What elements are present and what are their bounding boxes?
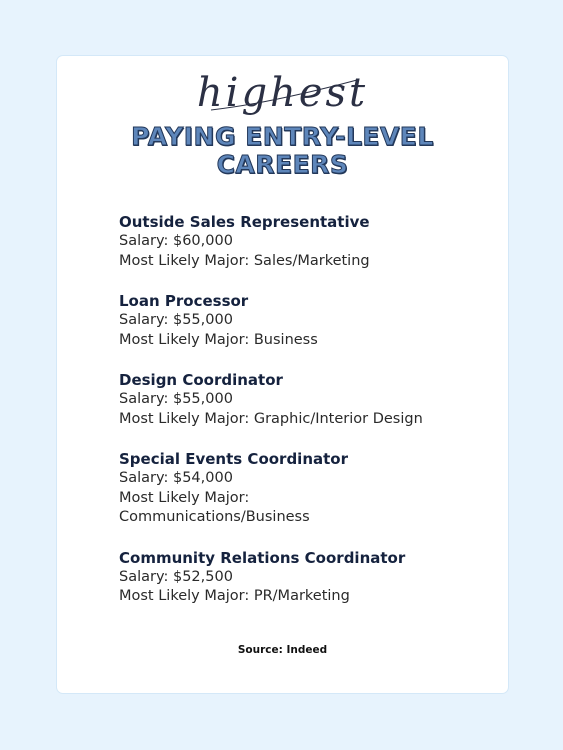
career-salary: Salary: $55,000 (119, 391, 233, 407)
content-card (57, 56, 508, 693)
career-major: Most Likely Major: Sales/Marketing (119, 252, 370, 269)
career-item (119, 212, 499, 271)
title-line-1: PAYING ENTRY-LEVEL (131, 122, 434, 151)
career-item (119, 548, 499, 607)
career-title: Community Relations Coordinator (119, 548, 406, 567)
career-title: Outside Sales Representative (119, 213, 370, 231)
career-salary: Salary: $60,000 (119, 233, 233, 249)
career-major: Most Likely Major: PR/Marketing (119, 588, 350, 604)
career-item (119, 449, 499, 528)
career-item (119, 370, 499, 429)
career-title: Special Events Coordinator (119, 450, 348, 468)
career-salary: Salary: $54,000 (119, 470, 233, 486)
career-title: Loan Processor (119, 292, 249, 310)
careers-list (119, 212, 499, 627)
title-area (57, 56, 508, 196)
career-salary: Salary: $55,000 (119, 312, 233, 328)
career-major: Most Likely Major: (119, 489, 250, 506)
source-note: Source: Indeed (237, 644, 328, 656)
title-line-2: CAREERS (216, 150, 349, 179)
career-major-continued: Communications/Business (119, 509, 310, 525)
career-salary: Salary: $52,500 (119, 568, 233, 585)
career-title: Design Coordinator (119, 371, 283, 389)
career-major: Most Likely Major: Graphic/Interior Design (119, 410, 423, 427)
script-title-word: highest (196, 70, 369, 116)
career-major: Most Likely Major: Business (119, 331, 318, 348)
career-item (119, 291, 499, 350)
